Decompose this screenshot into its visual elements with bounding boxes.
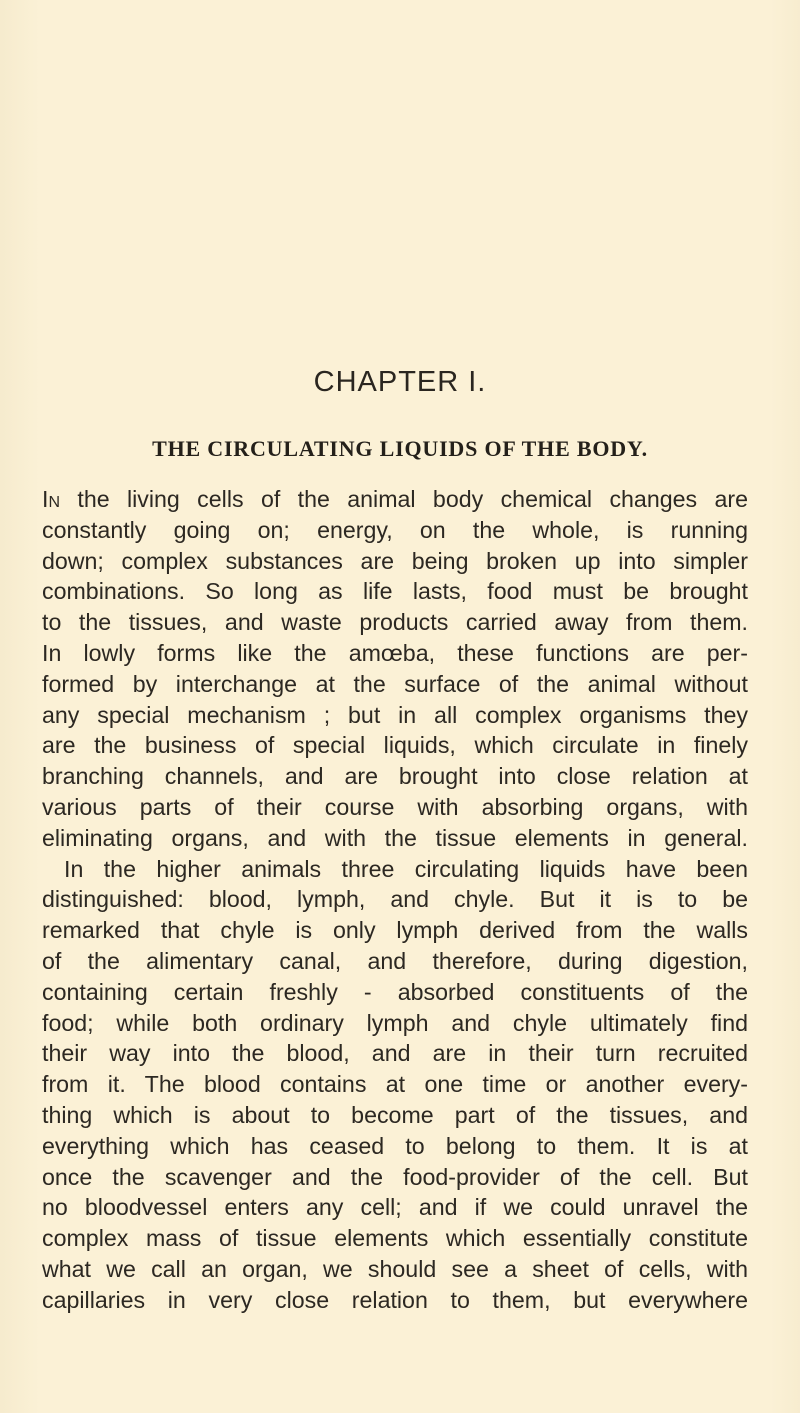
text-line: no bloodvessel enters any cell; and if we could unravel the	[42, 1194, 748, 1221]
text-line-rest: the living cells of the animal body chemical changes are	[60, 486, 748, 512]
body-text	[42, 484, 748, 1316]
paragraph-1	[42, 484, 748, 854]
paragraph-2	[42, 854, 748, 1316]
text-line: are the business of special liquids, which circulate in finely	[42, 732, 748, 759]
text-line: capillaries in very close relation to them, but everywhere	[42, 1286, 748, 1313]
text-line: remarked that chyle is only lymph derived from the walls	[42, 917, 748, 944]
text-line: down; complex substances are being broken up into simpler	[42, 547, 748, 574]
text-line: formed by interchange at the surface of the animal without	[42, 670, 748, 697]
text-line: In lowly forms like the amœba, these functions are per-	[42, 639, 748, 666]
text-line: distinguished: blood, lymph, and chyle. But it is to be	[42, 886, 748, 913]
text-line: their way into the blood, and are in their turn recruited	[42, 1040, 748, 1067]
text-line: eliminating organs, and with the tissue elements in general.	[42, 824, 748, 851]
chapter-title: THE CIRCULATING LIQUIDS OF THE BODY.	[152, 436, 648, 461]
chapter-heading: CHAPTER I.	[313, 366, 487, 398]
text-line: combinations. So long as life lasts, food must be brought	[42, 578, 748, 605]
text-line: complex mass of tissue elements which essentially constitute	[42, 1225, 748, 1252]
text-line: what we call an organ, we should see a sheet of cells, with	[42, 1255, 748, 1282]
text-line: from it. The blood contains at one time or another every-	[42, 1071, 748, 1098]
text-line: constantly going on; energy, on the whole, is running	[42, 516, 748, 543]
text-line: everything which has ceased to belong to them. It is at	[42, 1132, 748, 1159]
text-line: In the higher animals three circulating liquids have been	[64, 855, 748, 882]
text-line	[42, 484, 748, 515]
drop-lead-word: In	[42, 486, 60, 512]
text-line: containing certain freshly - absorbed constituents of the	[42, 978, 748, 1005]
text-line: to the tissues, and waste products carried away from them.	[42, 609, 748, 636]
text-line: thing which is about to become part of the tissues, and	[42, 1101, 748, 1128]
text-line: any special mechanism ; but in all complex organisms they	[42, 701, 748, 728]
text-line: branching channels, and are brought into close relation at	[42, 763, 748, 790]
text-line: once the scavenger and the food-provider of the cell. But	[42, 1163, 748, 1190]
text-line: of the alimentary canal, and therefore, during digestion,	[42, 947, 748, 974]
text-line: various parts of their course with absorbing organs, with	[42, 793, 748, 820]
text-line: food; while both ordinary lymph and chyle ultimately find	[42, 1009, 748, 1036]
